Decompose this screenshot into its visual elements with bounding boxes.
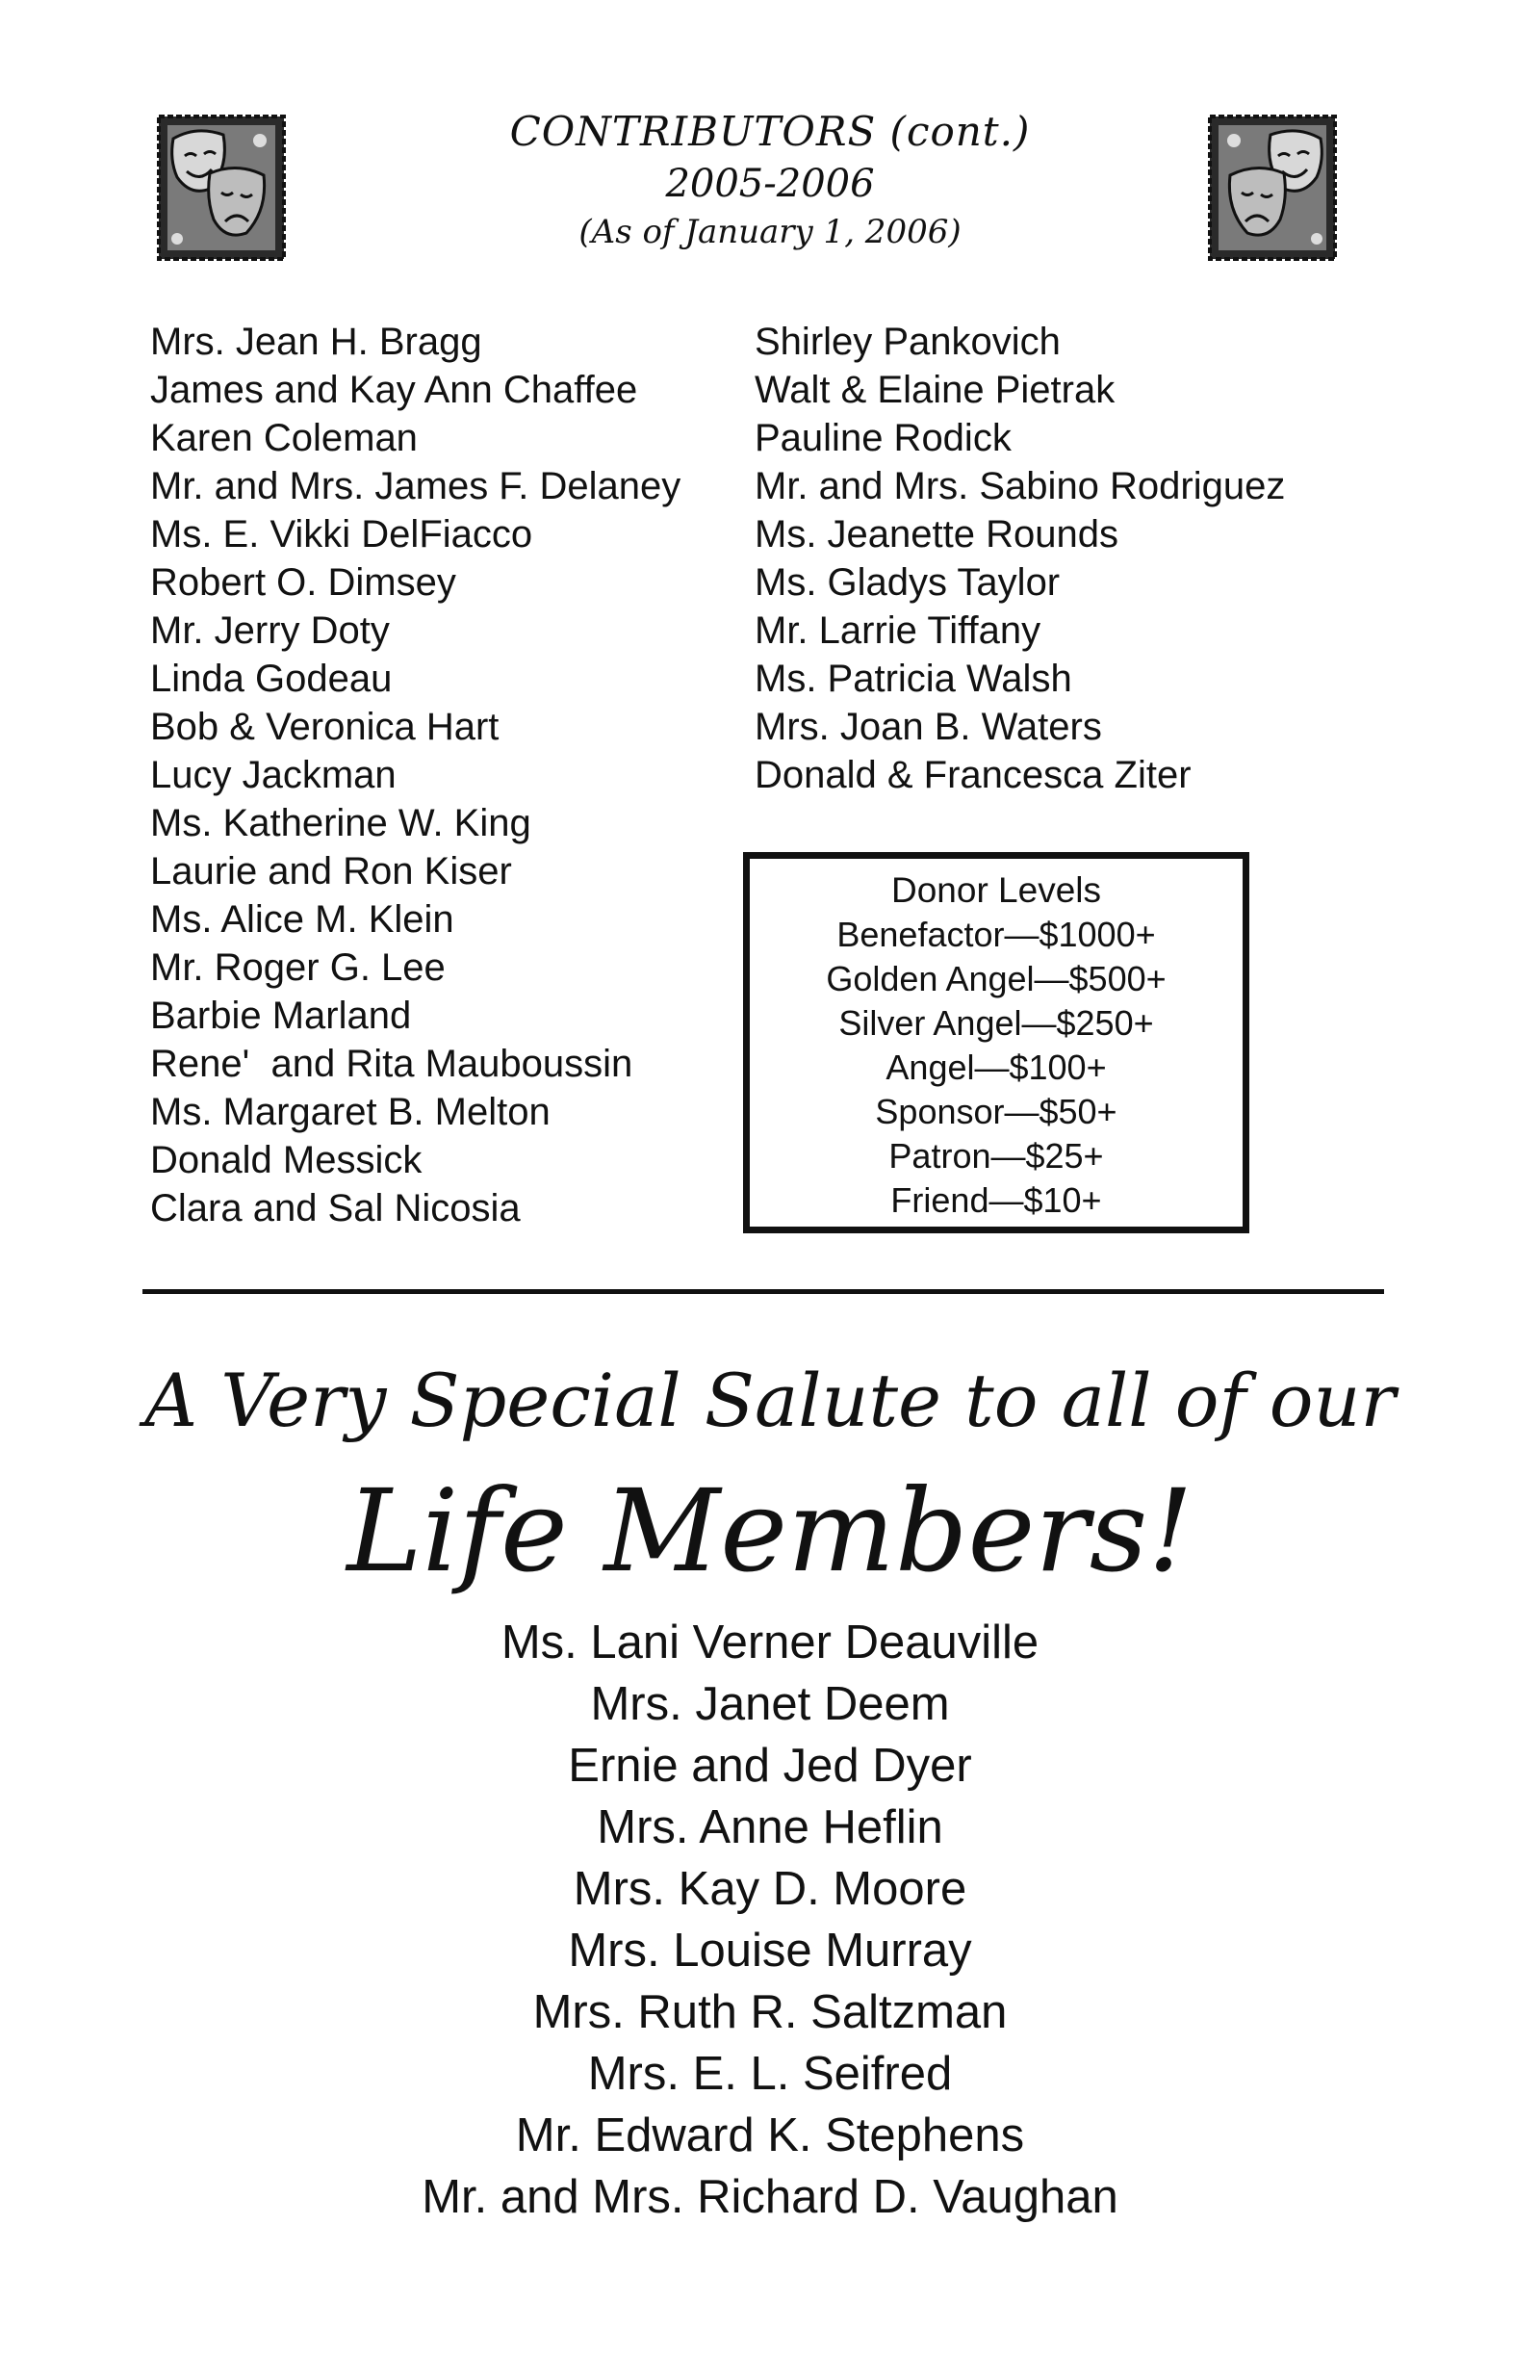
contributor-name: Mr. Roger G. Lee xyxy=(150,946,446,989)
contributor-name: Ms. Patricia Walsh xyxy=(755,658,1072,700)
as-of-date: (As of January 1, 2006) xyxy=(578,213,962,251)
contributor-name: Laurie and Ron Kiser xyxy=(150,850,512,892)
donor-level: Angel—$100+ xyxy=(886,1048,1107,1087)
contributor-name: Bob & Veronica Hart xyxy=(150,706,500,748)
page-title: CONTRIBUTORS (cont.) xyxy=(509,108,1031,155)
life-member-name: Mrs. Ruth R. Saltzman xyxy=(532,1986,1008,2038)
contributor-name: Mr. and Mrs. Sabino Rodriguez xyxy=(755,465,1286,507)
contributor-name: Rene' and Rita Mauboussin xyxy=(150,1043,633,1085)
life-member-name: Ms. Lani Verner Deauville xyxy=(500,1617,1040,1669)
contributor-name: Mr. and Mrs. James F. Delaney xyxy=(150,465,681,507)
life-members-list xyxy=(0,1612,1540,2228)
contributor-name: Karen Coleman xyxy=(150,417,418,459)
contributor-name: Clara and Sal Nicosia xyxy=(150,1187,521,1229)
season-years: 2005-2006 xyxy=(665,162,875,206)
contributor-name: Mr. Larrie Tiffany xyxy=(755,609,1041,652)
donor-levels-title: Donor Levels xyxy=(890,870,1101,910)
contributor-name: Shirley Pankovich xyxy=(755,321,1061,363)
donor-level: Sponsor—$50+ xyxy=(875,1092,1117,1131)
contributor-name: Ms. E. Vikki DelFiacco xyxy=(150,513,533,556)
donor-level: Patron—$25+ xyxy=(888,1136,1104,1176)
contributor-name: Ms. Alice M. Klein xyxy=(150,898,454,941)
life-member-name: Mr. Edward K. Stephens xyxy=(515,2109,1025,2161)
contributor-name: Donald Messick xyxy=(150,1139,423,1181)
contributor-name: Mrs. Joan B. Waters xyxy=(755,706,1102,748)
life-member-name: Mr. and Mrs. Richard D. Vaughan xyxy=(422,2171,1118,2223)
life-member-name: Mrs. Anne Heflin xyxy=(597,1801,943,1853)
life-members-heading: Life Members! xyxy=(346,1464,1194,1597)
donor-level: Friend—$10+ xyxy=(890,1180,1102,1220)
life-member-name: Ernie and Jed Dyer xyxy=(568,1740,972,1792)
contributors-left-column xyxy=(150,318,680,1232)
contributor-name: Walt & Elaine Pietrak xyxy=(755,369,1116,411)
contributor-name: Pauline Rodick xyxy=(755,417,1012,459)
contributor-name: Barbie Marland xyxy=(150,995,412,1037)
life-member-name: Mrs. Louise Murray xyxy=(568,1925,972,1977)
salute-heading: A Very Special Salute to all of our xyxy=(144,1358,1396,1443)
contributor-name: Ms. Margaret B. Melton xyxy=(150,1091,551,1133)
contributors-right-column xyxy=(755,318,1285,799)
contributor-name: Linda Godeau xyxy=(150,658,393,700)
contributor-name: Mrs. Jean H. Bragg xyxy=(150,321,482,363)
contributor-name: Robert O. Dimsey xyxy=(150,561,456,604)
donor-level: Benefactor—$1000+ xyxy=(836,915,1156,954)
life-member-name: Mrs. Kay D. Moore xyxy=(573,1863,967,1915)
section-divider xyxy=(142,1289,1384,1294)
contributor-name: James and Kay Ann Chaffee xyxy=(150,369,638,411)
life-member-name: Mrs. Janet Deem xyxy=(590,1678,950,1730)
contributor-name: Lucy Jackman xyxy=(150,754,397,796)
theater-masks-icon xyxy=(1207,114,1338,262)
donor-level: Silver Angel—$250+ xyxy=(838,1003,1154,1043)
donor-level: Golden Angel—$500+ xyxy=(826,959,1167,998)
contributor-name: Ms. Gladys Taylor xyxy=(755,561,1061,604)
life-member-name: Mrs. E. L. Seifred xyxy=(587,2048,953,2100)
contributor-name: Donald & Francesca Ziter xyxy=(755,754,1192,796)
contributor-name: Mr. Jerry Doty xyxy=(150,609,390,652)
contributor-name: Ms. Jeanette Rounds xyxy=(755,513,1118,556)
donor-levels-box xyxy=(743,852,1249,1233)
contributor-name: Ms. Katherine W. King xyxy=(150,802,531,844)
